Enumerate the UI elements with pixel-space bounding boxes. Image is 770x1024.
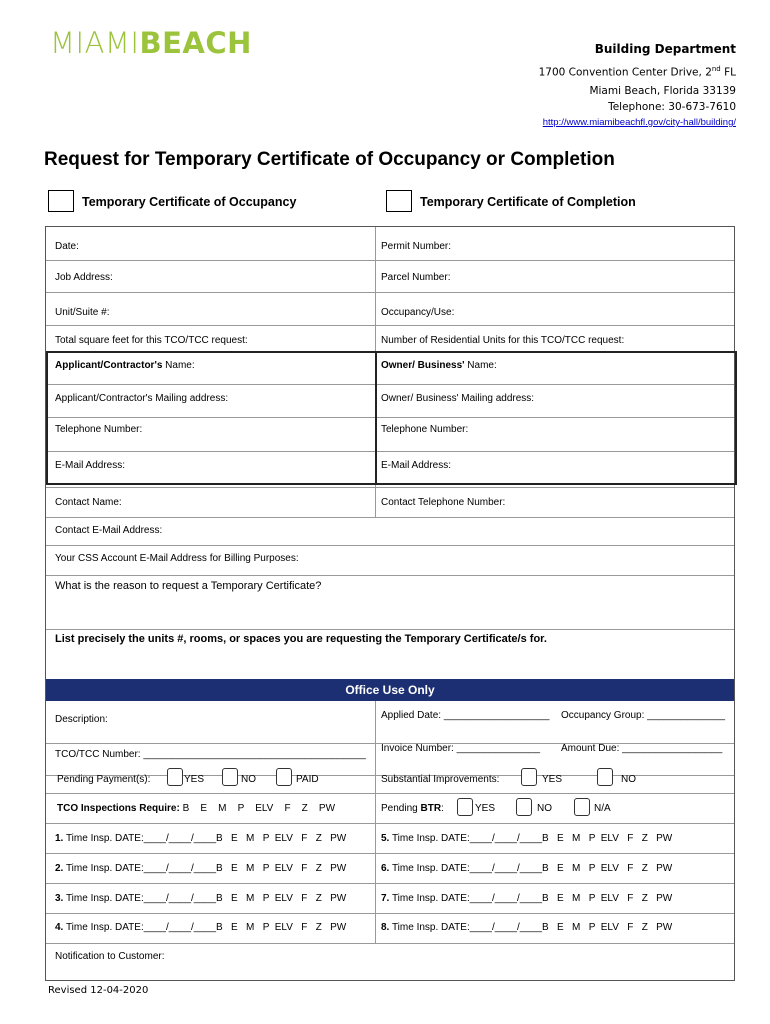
owner-email-field[interactable]: E-Mail Address:: [381, 460, 452, 471]
tco-checkbox[interactable]: [48, 190, 74, 212]
office-use-band: Office Use Only: [46, 679, 734, 701]
contact-name-field[interactable]: Contact Name:: [55, 497, 122, 508]
payment-yes-checkbox[interactable]: [167, 768, 183, 786]
tco-tcc-number-field[interactable]: TCO/TCC Number: ________________________________________: [55, 749, 366, 760]
substantial-yes-label: YES: [542, 774, 563, 785]
inspection-7[interactable]: 7. Time Insp. DATE:____/____/____B E M P ELV F Z PW: [381, 893, 673, 904]
notification-field[interactable]: Notification to Customer:: [55, 951, 165, 962]
payment-paid-label: PAID: [296, 774, 319, 785]
applicant-telephone-field[interactable]: Telephone Number:: [55, 424, 143, 435]
owner-name-field[interactable]: Owner/ Business' Name:: [381, 360, 497, 371]
btr-na-checkbox[interactable]: [574, 798, 590, 816]
inspection-8[interactable]: 8. Time Insp. DATE:____/____/____B E M P ELV F Z PW: [381, 922, 673, 933]
inspection-2[interactable]: 2. Time Insp. DATE:____/____/____B E M P ELV F Z PW: [55, 863, 347, 874]
contact-email-field[interactable]: Contact E-Mail Address:: [55, 525, 163, 536]
miami-beach-logo: MIAMIBEACH: [50, 26, 252, 60]
btr-no-checkbox[interactable]: [516, 798, 532, 816]
owner-telephone-field[interactable]: Telephone Number:: [381, 424, 469, 435]
description-field[interactable]: Description:: [55, 714, 108, 725]
department-url[interactable]: http://www.miamibeachfl.gov/city-hall/building/: [542, 117, 736, 128]
payment-no-label: NO: [241, 774, 256, 785]
amount-due-field[interactable]: Amount Due: __________________: [561, 743, 723, 754]
substantial-no-checkbox[interactable]: [597, 768, 613, 786]
inspection-4[interactable]: 4. Time Insp. DATE:____/____/____B E M P ELV F Z PW: [55, 922, 347, 933]
job-address-field[interactable]: Job Address:: [55, 272, 113, 283]
btr-na-label: N/A: [594, 803, 611, 814]
department-address: 1700 Convention Center Drive, 2nd FL: [538, 65, 736, 79]
tco-label: Temporary Certificate of Occupancy: [82, 195, 297, 209]
units-question[interactable]: List precisely the units #, rooms, or spaces you are requesting the Temporary Certificate/s for.: [55, 633, 547, 645]
pending-btr-label: Pending BTR:: [381, 803, 444, 814]
tcc-label: Temporary Certificate of Completion: [420, 195, 636, 209]
inspection-3[interactable]: 3. Time Insp. DATE:____/____/____B E M P ELV F Z PW: [55, 893, 347, 904]
substantial-no-label: NO: [621, 774, 636, 785]
payment-yes-label: YES: [184, 774, 205, 785]
inspection-1[interactable]: 1. Time Insp. DATE:____/____/____B E M P ELV F Z PW: [55, 833, 347, 844]
occupancy-group-field[interactable]: Occupancy Group: ______________: [561, 710, 726, 721]
btr-no-label: NO: [537, 803, 552, 814]
parcel-number-field[interactable]: Parcel Number:: [381, 272, 451, 283]
css-email-field[interactable]: Your CSS Account E-Mail Address for Billing Purposes:: [55, 553, 299, 564]
substantial-improvements-label: Substantial Improvements:: [381, 774, 500, 785]
applicant-email-field[interactable]: E-Mail Address:: [55, 460, 126, 471]
payment-no-checkbox[interactable]: [222, 768, 238, 786]
inspection-6[interactable]: 6. Time Insp. DATE:____/____/____B E M P ELV F Z PW: [381, 863, 673, 874]
residential-units-field[interactable]: Number of Residential Units for this TCO/TCC request:: [381, 335, 625, 346]
page-title: Request for Temporary Certificate of Occupancy or Completion: [44, 149, 615, 170]
reason-question[interactable]: What is the reason to request a Temporary Certificate?: [55, 580, 322, 592]
invoice-number-field[interactable]: Invoice Number: _______________: [381, 743, 541, 754]
btr-yes-label: YES: [475, 803, 496, 814]
department-telephone: Telephone: 30-673-7610: [608, 101, 736, 113]
request-form: [45, 226, 735, 981]
inspection-5[interactable]: 5. Time Insp. DATE:____/____/____B E M P ELV F Z PW: [381, 833, 673, 844]
department-city: Miami Beach, Florida 33139: [589, 85, 736, 97]
applicant-mailing-field[interactable]: Applicant/Contractor's Mailing address:: [55, 393, 229, 404]
unit-suite-field[interactable]: Unit/Suite #:: [55, 307, 110, 318]
pending-payments-label: Pending Payment(s):: [57, 774, 151, 785]
department-name: Building Department: [594, 42, 736, 56]
owner-mailing-field[interactable]: Owner/ Business' Mailing address:: [381, 393, 535, 404]
permit-number-field[interactable]: Permit Number:: [381, 241, 452, 252]
tcc-checkbox[interactable]: [386, 190, 412, 212]
btr-yes-checkbox[interactable]: [457, 798, 473, 816]
payment-paid-checkbox[interactable]: [276, 768, 292, 786]
date-field[interactable]: Date:: [55, 241, 79, 252]
substantial-yes-checkbox[interactable]: [521, 768, 537, 786]
applied-date-field[interactable]: Applied Date: ___________________: [381, 710, 550, 721]
contact-phone-field[interactable]: Contact Telephone Number:: [381, 497, 506, 508]
revision-footer: Revised 12-04-2020: [48, 985, 149, 996]
total-sqft-field[interactable]: Total square feet for this TCO/TCC request:: [55, 335, 248, 346]
occupancy-use-field[interactable]: Occupancy/Use:: [381, 307, 455, 318]
inspections-required: TCO Inspections Require: B E M P ELV F Z PW: [57, 803, 336, 814]
applicant-name-field[interactable]: Applicant/Contractor's Name:: [55, 360, 195, 371]
